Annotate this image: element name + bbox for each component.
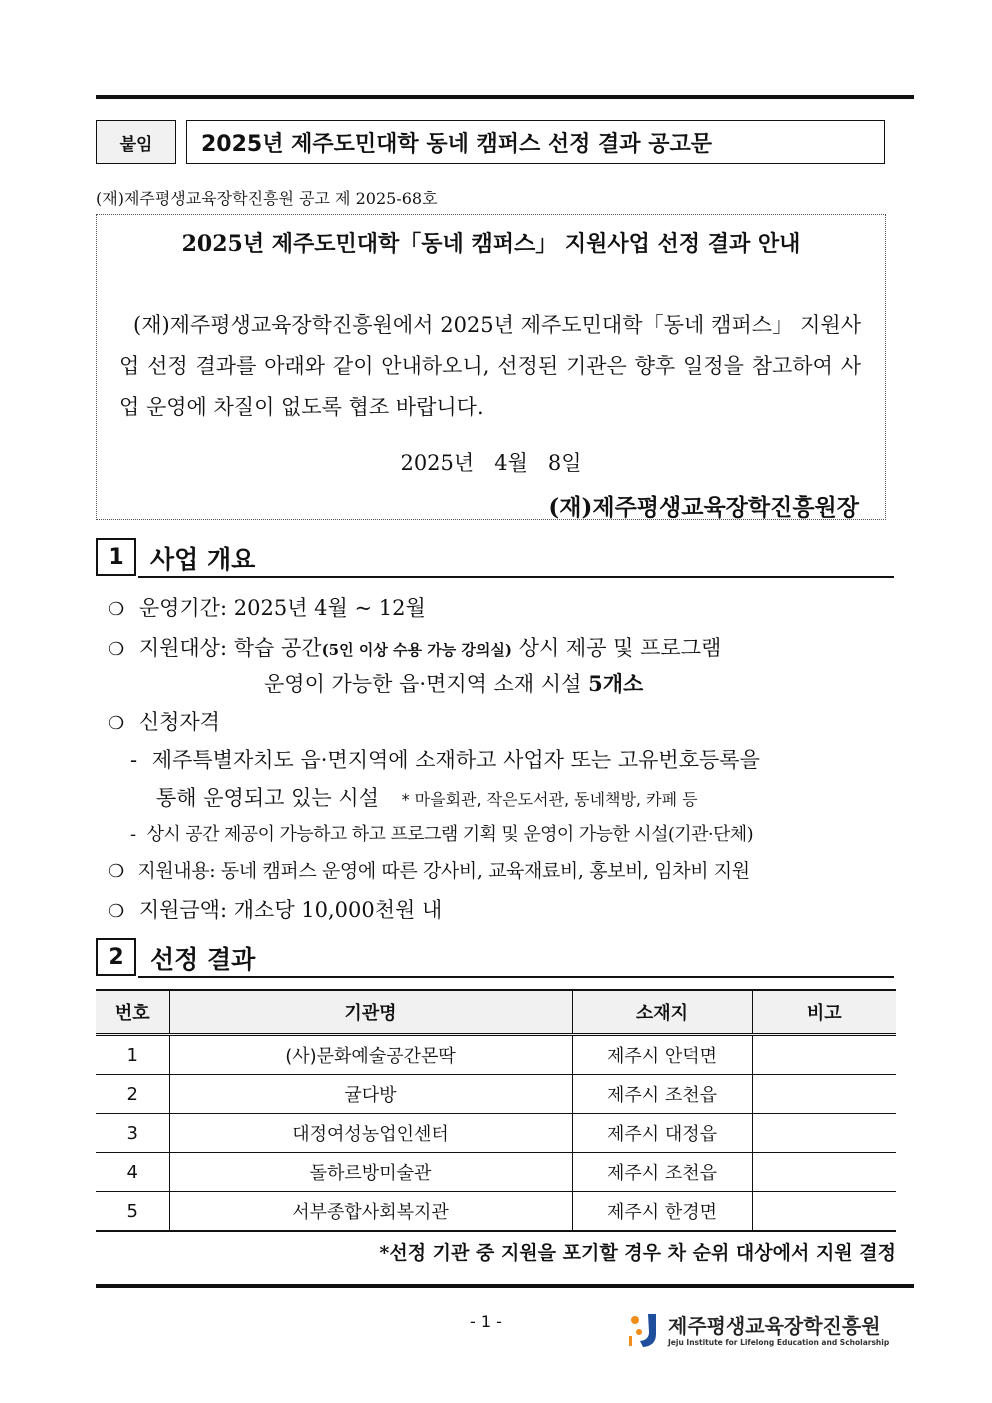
org-name-en: Jeju Institute for Lifelong Education and Scholarship [668, 1338, 890, 1347]
period-label: 운영기간: [138, 596, 228, 620]
section-2-underline [138, 976, 894, 978]
column-header-institution: 기관명 [169, 990, 572, 1035]
section-2-number: 2 [96, 938, 136, 976]
qualification-2: 상시 공간 제공이 가능하고 하고 프로그램 기획 및 운영이 가능한 시설(기관·단체) [146, 824, 754, 845]
cell-remarks [752, 1075, 896, 1114]
amount-value: 개소당 10,000천원 내 [233, 898, 443, 922]
table-row [96, 1075, 896, 1114]
page-number: - 1 - [470, 1312, 502, 1331]
cell-number: 5 [96, 1192, 169, 1232]
amount-row [108, 894, 442, 924]
period-value: 2025년 4월 ~ 12월 [233, 596, 426, 620]
qualification-item-1-cont [156, 782, 698, 812]
bullet-icon: ❍ [108, 639, 125, 660]
dash-icon: - [130, 824, 136, 845]
cell-location: 제주시 조천읍 [572, 1153, 752, 1192]
bullet-icon: ❍ [108, 901, 125, 922]
qualification-label: 신청자격 [138, 710, 220, 734]
cell-location: 제주시 대정읍 [572, 1114, 752, 1153]
section-2-title: 선정 결과 [150, 945, 256, 974]
column-header-number: 번호 [96, 990, 169, 1035]
bottom-rule [96, 1284, 914, 1288]
period-row [108, 592, 426, 622]
cell-number: 2 [96, 1075, 169, 1114]
table-row [96, 1153, 896, 1192]
target-row-cont [264, 668, 643, 698]
cell-institution: 돌하르방미술관 [169, 1153, 572, 1192]
attachment-tag: 붙임 [96, 120, 176, 164]
section-1-title: 사업 개요 [150, 545, 256, 574]
column-header-location: 소재지 [572, 990, 752, 1035]
cell-location: 제주시 안덕면 [572, 1035, 752, 1075]
table-row [96, 1114, 896, 1153]
notice-title: 2025년 제주도민대학「동네 캠퍼스」 지원사업 선정 결과 안내 [181, 231, 801, 257]
bullet-icon: ❍ [108, 861, 124, 882]
selection-result-table [96, 989, 896, 1232]
target-label: 지원대상: [138, 636, 228, 660]
cell-location: 제주시 조천읍 [572, 1075, 752, 1114]
bullet-icon: ❍ [108, 599, 125, 620]
target-row [108, 632, 721, 662]
org-name: 제주평생교육장학진흥원 [668, 1314, 881, 1338]
support-label: 지원내용: [137, 860, 216, 882]
target-value-2: 상시 제공 및 프로그램 [518, 636, 722, 660]
cell-institution: (사)문화예술공간몬딱 [169, 1035, 572, 1075]
cell-number: 1 [96, 1035, 169, 1075]
notice-date: 2025년 4월 8일 [400, 451, 582, 475]
cell-remarks [752, 1153, 896, 1192]
cell-remarks [752, 1192, 896, 1232]
cell-number: 3 [96, 1114, 169, 1153]
target-count: 5개소 [588, 671, 644, 696]
cell-institution: 서부종합사회복지관 [169, 1192, 572, 1232]
selection-footnote: *선정 기관 중 지원을 포기할 경우 차 순위 대상에서 지원 결정 [379, 1242, 896, 1264]
qualification-row [108, 706, 220, 736]
support-row [108, 856, 750, 883]
announcement-number: (재)제주평생교육장학진흥원 공고 제 2025-68호 [96, 189, 438, 208]
amount-label: 지원금액: [138, 898, 228, 922]
qualification-1-note: * 마을회관, 작은도서관, 동네책방, 카페 등 [401, 790, 698, 809]
dash-icon: - [130, 748, 138, 772]
target-value-1: 학습 공간 [233, 636, 322, 660]
cell-remarks [752, 1035, 896, 1075]
table-row [96, 1035, 896, 1075]
section-1-underline [138, 576, 894, 578]
notice-signer: (재)제주평생교육장학진흥원장 [548, 494, 859, 521]
column-header-remarks: 비고 [752, 990, 896, 1035]
document-title: 2025년 제주도민대학 동네 캠퍼스 선정 결과 공고문 [186, 120, 885, 164]
table-row [96, 1192, 896, 1232]
section-1-number: 1 [96, 538, 136, 576]
qualification-1b: 통해 운영되고 있는 시설 [156, 786, 379, 810]
top-rule [96, 95, 914, 99]
notice-body: (재)제주평생교육장학진흥원에서 2025년 제주도민대학「동네 캠퍼스」 지원사업 선정 결과를 아래와 같이 안내하오니, 선정된 기관은 향후 일정을 참고하여 사업 운영에 차질이 없도록 협조 바랍니다. [119, 313, 861, 419]
support-value: 동네 캠퍼스 운영에 따른 강사비, 교육재료비, 홍보비, 임차비 지원 [220, 860, 750, 882]
table-header-row [96, 990, 896, 1035]
target-small: (5인 이상 수용 가능 강의실) [321, 641, 512, 659]
bullet-icon: ❍ [108, 713, 125, 734]
target-value-3: 운영이 가능한 읍·면지역 소재 시설 [264, 672, 582, 696]
org-logo-mark-icon [626, 1310, 664, 1350]
cell-remarks [752, 1114, 896, 1153]
cell-institution: 대정여성농업인센터 [169, 1114, 572, 1153]
notice-box [96, 214, 886, 520]
qualification-1a: 제주특별자치도 읍·면지역에 소재하고 사업자 또는 고유번호등록을 [151, 748, 760, 772]
cell-number: 4 [96, 1153, 169, 1192]
org-logo [626, 1308, 896, 1352]
qualification-item-1 [130, 744, 760, 774]
qualification-item-2 [130, 820, 753, 846]
cell-location: 제주시 한경면 [572, 1192, 752, 1232]
cell-institution: 귤다방 [169, 1075, 572, 1114]
